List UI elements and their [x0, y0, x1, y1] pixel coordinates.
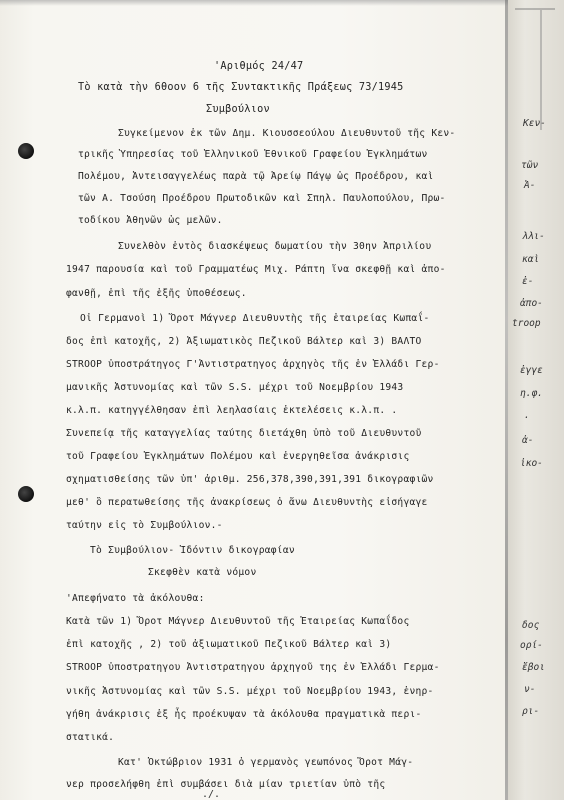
body-line: Συγκείμενον ἐκ τῶν Δημ. Κιουσσεούλου Διευθυντοῦ τῆς Κεν- [118, 128, 456, 139]
binding-hole [18, 143, 34, 159]
margin-fragment: ορί- [520, 640, 543, 651]
margin-fragment: ἐγγε [520, 365, 543, 376]
margin-fragment: ἰκο- [520, 458, 543, 469]
body-line: γήθη ἀνάκρισις ἐξ ἧς προέκυψαν τὰ ἀκόλουθα πραγματικὰ περι- [66, 709, 422, 720]
margin-fragment: ἀπο- [520, 298, 543, 309]
margin-fragment: ἀ- [522, 435, 534, 446]
margin-fragment: καὶ [522, 254, 540, 265]
body-line: νικῆς Ἀστυνομίας καὶ τῶν S.S. μέχρι τοῦ Νοεμβρίου 1943, ἐνηρ- [66, 686, 434, 697]
body-line: STROOP ὑποστρατηγου Ἀντιστρατηγου ἀρχηγοῦ της ἐν Ἑλλάδι Γερμα- [66, 662, 440, 673]
corner-fold [515, 8, 555, 40]
margin-fragment: ἐ- [522, 276, 534, 287]
continuation-marker: ./. [202, 789, 221, 800]
body-line: μεθ' ὃ περατωθείσης τῆς ἀνακρίσεως ὁ ἄνω Διευθυντὴς εἰσήγαγε [66, 497, 428, 508]
body-line: Συνελθὸν ἐντὸς διασκέψεως δωματίου τὴν 30ην Ἀπριλίου [118, 241, 432, 252]
margin-fragment: . [524, 410, 530, 421]
body-line: σχηματισθείσης τῶν ὑπ' ἀριθμ. 256,378,390,391,391 δικογραφιῶν [66, 474, 434, 485]
margin-fragment: η.φ. [520, 388, 543, 399]
body-line: Οἱ Γερμανοὶ 1) Ὄροτ Μάγνερ Διευθυντὴς τῆς ἑταιρείας Κωπαΐ- [80, 313, 430, 324]
body-line: φανθῇ, ἐπὶ τῆς ἑξῆς ὑποθέσεως. [66, 288, 247, 299]
body-line: STROOP ὑποστράτηγος Γ'Ἀντιστρατηγος ἀρχηγὸς τῆς ἐν Ἑλλάδι Γερ- [66, 359, 440, 370]
margin-fragment: δος [522, 620, 540, 631]
body-line: τρικῆς Ὑπηρεσίας τοῦ Ἑλληνικοῦ Ἐθνικοῦ Γραφείου Ἐγκλημάτων [78, 149, 428, 160]
body-line: κ.λ.π. κατηγγέλθησαν ἐπὶ λεηλασίαις ἐκτελέσεις κ.λ.π. . [66, 405, 398, 416]
document-heading: Τὸ κατὰ τὴν 6θοον 6 τῆς Συντακτικῆς Πράξεως 73/1945 [78, 82, 404, 93]
margin-fragment: Ἀ- [524, 180, 536, 191]
decision-heading: 'Απεφήνατο τὰ ἀκόλουθα: [66, 593, 205, 604]
body-line: Σκεφθὲν κατὰ νόμον [148, 567, 257, 578]
body-line: ταύτην εἰς τὸ Συμβούλιον.- [66, 520, 223, 531]
margin-fragment: ν- [524, 684, 536, 695]
scan-top-shadow [0, 0, 564, 6]
body-line: δος ἐπὶ κατοχῆς, 2) Ἀξιωματικὸς Πεζικοῦ Βάλτερ καὶ 3) ΒΑΛΤΟ [66, 336, 422, 347]
body-line: τῶν Α. Τσούση Προέδρου Πρωτοδικῶν καὶ Σπηλ. Παυλοπούλου, Πρω- [78, 193, 446, 204]
body-line: ἐπὶ κατοχῆς , 2) τοῦ ἀξιωματικοῦ Πεζικοῦ Βάλτερ καὶ 3) [66, 639, 392, 650]
margin-fragment: ἔβοι [522, 662, 545, 673]
body-line: Κατὰ τῶν 1) Ὄροτ Μάγνερ Διευθυντοῦ τῆς Ἑταιρείας Κωπαΐδος [66, 616, 410, 627]
margin-fragment: λλι- [522, 231, 545, 242]
document-subheading: Συμβούλιον [206, 104, 270, 115]
document-number: 'Αριθμός 24/47 [214, 61, 304, 72]
body-line: 1947 παρουσία καὶ τοῦ Γραμματέως Μιχ. Ράπτη ἵνα σκεφθῇ καὶ ἀπο- [66, 264, 446, 275]
body-line: τοδίκου Ἀθηνῶν ὡς μελῶν. [78, 215, 223, 226]
margin-fragment: ρι- [522, 706, 540, 717]
body-line: Τὸ Συμβούλιον- Ἰδόντιν δικογραφίαν [90, 545, 295, 556]
body-line: Πολέμου, Ἀντεισαγγελέως παρὰ τῷ Ἀρείῳ Πάγῳ ὡς Προέδρου, καὶ [78, 171, 434, 182]
body-line: τοῦ Γραφείου Ἐγκλημάτων Πολέμου καὶ ἐνεργηθεῖσα ἀνάκρισις [66, 451, 410, 462]
margin-fragment: Κεν- [523, 118, 546, 129]
margin-fragment: τῶν [521, 160, 539, 171]
margin-fragment: troop [512, 318, 541, 329]
body-line: Συνεπείᾳ τῆς καταγγελίας ταύτης διετάχθη ὑπὸ τοῦ Διευθυντοῦ [66, 428, 422, 439]
body-line: Κατ' Ὀκτώβριον 1931 ὁ γερμανὸς γεωπόνος Ὄροτ Μάγ- [118, 757, 414, 768]
binding-hole [18, 486, 34, 502]
body-line: στατικά. [66, 732, 115, 743]
page-edge [505, 0, 508, 800]
body-line: μανικῆς Ἀστυνομίας καὶ τῶν S.S. μέχρι τοῦ Νοεμβρίου 1943 [66, 382, 404, 393]
body-line: νερ προσελήφθη ἐπὶ συμβάσει διὰ μίαν τριετίαν ὑπὸ τῆς [66, 779, 386, 790]
